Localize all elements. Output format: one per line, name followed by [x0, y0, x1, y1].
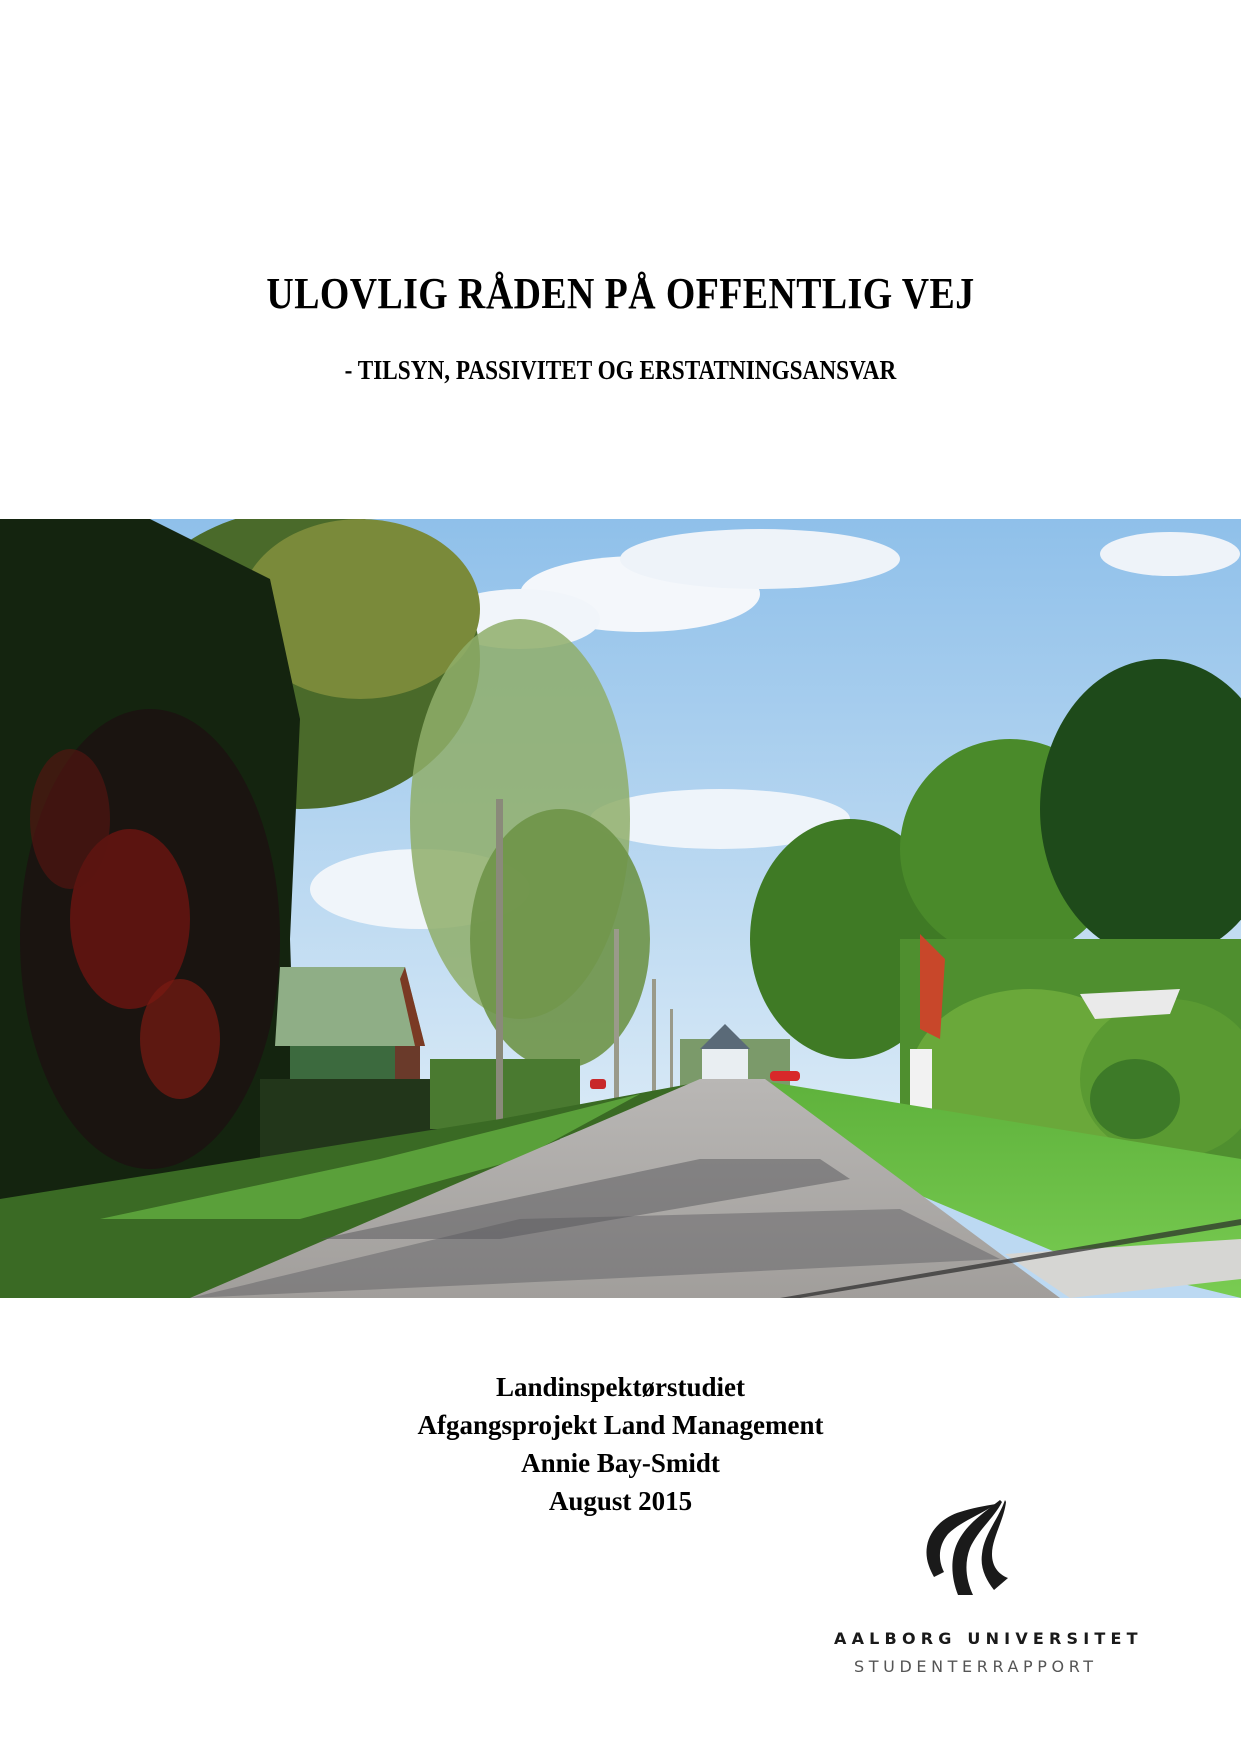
university-name: AALBORG UNIVERSITET — [834, 1629, 1143, 1648]
cover-photo-scene — [0, 519, 1241, 1298]
document-subtitle: - TILSYN, PASSIVITET OG ERSTATNINGSANSVAR — [344, 355, 897, 385]
project-type: Afgangsprojekt Land Management — [417, 1410, 824, 1440]
publication-date: August 2015 — [548, 1486, 693, 1516]
document-title: ULOVLIG RÅDEN PÅ OFFENTLIG VEJ — [266, 269, 975, 318]
report-type-label: STUDENTERRAPPORT — [854, 1657, 1098, 1676]
document-info-block — [0, 1368, 1241, 1520]
study-programme: Landinspektørstudiet — [495, 1372, 746, 1402]
author-name: Annie Bay-Smidt — [521, 1448, 720, 1478]
cover-photo — [0, 519, 1241, 1298]
aau-wave-logo-icon — [924, 1494, 1026, 1598]
